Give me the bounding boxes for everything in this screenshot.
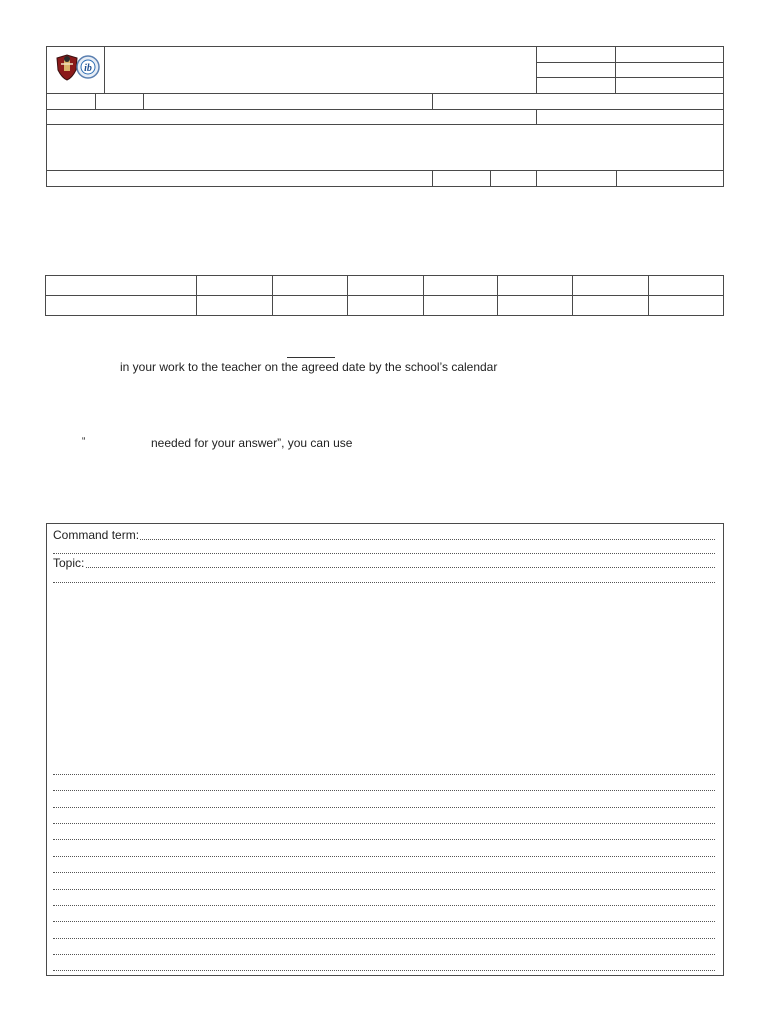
row2-divider-1 <box>95 93 96 109</box>
score-cell[interactable] <box>273 296 348 316</box>
score-cell[interactable] <box>573 296 649 316</box>
writing-line[interactable] <box>53 876 715 892</box>
row3-divider <box>536 109 537 125</box>
school-crest-icon <box>57 55 77 80</box>
school-logo <box>54 50 100 84</box>
info-column-divider <box>615 46 616 93</box>
command-term-label: Command term: <box>53 528 140 542</box>
row5-divider-4 <box>616 170 617 187</box>
writing-line[interactable] <box>53 826 715 842</box>
writing-line[interactable] <box>53 957 715 973</box>
writing-line[interactable] <box>53 810 715 826</box>
writing-line[interactable] <box>53 794 715 810</box>
score-table-row <box>46 276 724 296</box>
date-overline <box>287 357 335 358</box>
score-cell[interactable] <box>424 276 498 296</box>
row2-divider-3 <box>432 93 433 109</box>
title-cell-divider <box>536 46 537 93</box>
score-cell[interactable] <box>498 276 573 296</box>
score-cell[interactable] <box>424 296 498 316</box>
score-cell[interactable] <box>46 276 197 296</box>
topic-field[interactable] <box>53 554 715 570</box>
writing-line[interactable] <box>53 892 715 908</box>
answer-box <box>46 523 724 976</box>
header-form-table <box>46 46 724 187</box>
row5-divider-1 <box>432 170 433 187</box>
info-row-line-2 <box>536 77 724 78</box>
info-row-line-1 <box>536 62 724 63</box>
score-cell[interactable] <box>348 296 424 316</box>
instruction-line-2: needed for your answer”, you can use <box>151 436 353 450</box>
score-cell[interactable] <box>649 276 724 296</box>
writing-line[interactable] <box>53 859 715 875</box>
row5-divider-3 <box>536 170 537 187</box>
row-line-3 <box>46 109 724 110</box>
row-line-4 <box>46 124 724 125</box>
score-cell[interactable] <box>649 296 724 316</box>
score-cell[interactable] <box>348 276 424 296</box>
instruction-open-quote: “ <box>82 436 86 447</box>
topic-label: Topic: <box>53 556 85 570</box>
score-cell[interactable] <box>46 296 197 316</box>
score-cell[interactable] <box>273 276 348 296</box>
writing-line[interactable] <box>53 908 715 924</box>
writing-line[interactable] <box>53 761 715 777</box>
score-table-row <box>46 296 724 316</box>
writing-line[interactable] <box>53 777 715 793</box>
score-cell[interactable] <box>197 276 273 296</box>
writing-line[interactable] <box>53 843 715 859</box>
row-line-5 <box>46 170 724 171</box>
row2-divider-2 <box>143 93 144 109</box>
row5-divider-2 <box>490 170 491 187</box>
score-cell[interactable] <box>573 276 649 296</box>
score-cell[interactable] <box>498 296 573 316</box>
svg-text:ib: ib <box>84 63 92 74</box>
score-cell[interactable] <box>197 296 273 316</box>
score-table <box>45 275 724 316</box>
writing-line[interactable] <box>53 925 715 941</box>
instruction-line-1: in your work to the teacher on the agreed date by the school’s calendar <box>120 360 498 374</box>
logo-cell-divider <box>104 46 105 93</box>
row-line-2 <box>46 93 724 94</box>
writing-line[interactable] <box>53 569 715 585</box>
ib-world-school-icon <box>77 56 99 78</box>
writing-line[interactable] <box>53 941 715 957</box>
